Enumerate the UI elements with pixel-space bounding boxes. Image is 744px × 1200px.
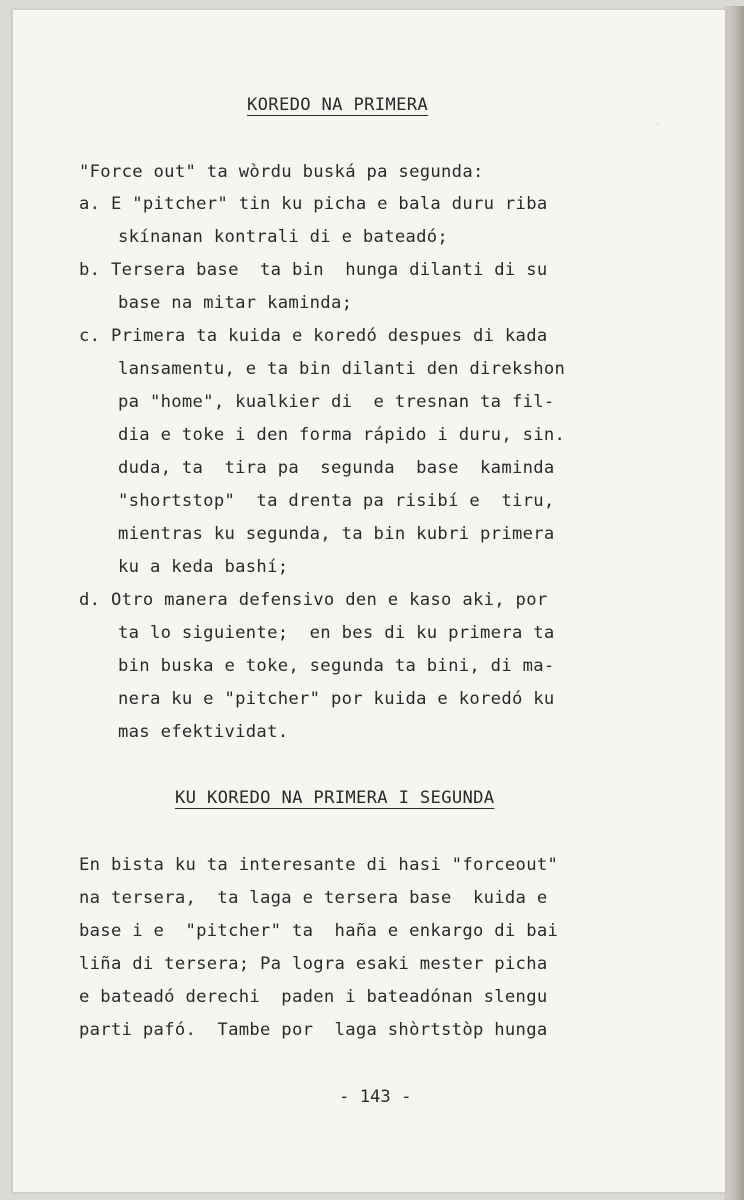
- bleed-through-mark: .: [653, 110, 664, 130]
- heading-2: KU KOREDO NA PRIMERA I SEGUNDA: [175, 788, 495, 808]
- text-line: parti pafó. Tambe por laga shòrtstòp hunga: [79, 1020, 548, 1040]
- text-line: "Force out" ta wòrdu buská pa segunda:: [79, 162, 484, 182]
- text-line: base i e "pitcher" ta haña e enkargo di bai: [79, 921, 559, 941]
- text-line: c. Primera ta kuida e koredó despues di kada: [79, 326, 548, 346]
- text-line: dia e toke i den forma rápido i duru, sin.: [118, 425, 566, 445]
- page-edge-shadow: [724, 6, 744, 1200]
- text-line: e bateadó derechi paden i bateadónan slengu: [79, 987, 548, 1007]
- page-number: - 143 -: [339, 1087, 412, 1107]
- text-line: base na mitar kaminda;: [118, 293, 353, 313]
- text-line: liña di tersera; Pa logra esaki mester picha: [79, 954, 548, 974]
- text-line: skínanan kontrali di e bateadó;: [118, 227, 449, 247]
- text-line: "shortstop" ta drenta pa risibí e tiru,: [118, 491, 555, 511]
- text-line: mas efektividat.: [118, 722, 289, 742]
- text-line: duda, ta tira pa segunda base kaminda: [118, 458, 555, 478]
- text-line: En bista ku ta interesante di hasi "forceout": [79, 855, 559, 875]
- text-line: d. Otro manera defensivo den e kaso aki, por: [79, 590, 548, 610]
- text-line: na tersera, ta laga e tersera base kuida e: [79, 888, 548, 908]
- text-line: a. E "pitcher" tin ku picha e bala duru riba: [79, 194, 548, 214]
- text-line: b. Tersera base ta bin hunga dilanti di su: [79, 260, 548, 280]
- text-line: ku a keda bashí;: [118, 557, 289, 577]
- heading-1: KOREDO NA PRIMERA: [247, 95, 429, 115]
- text-line: pa "home", kualkier di e tresnan ta fil-: [118, 392, 555, 412]
- text-line: bin buska e toke, segunda ta bini, di ma-: [118, 656, 555, 676]
- text-line: nera ku e "pitcher" por kuida e koredó ku: [118, 689, 555, 709]
- text-line: ta lo siguiente; en bes di ku primera ta: [118, 623, 555, 643]
- text-line: mientras ku segunda, ta bin kubri primera: [118, 524, 555, 544]
- document-page: [12, 10, 725, 1192]
- text-line: lansamentu, e ta bin dilanti den direkshon: [118, 359, 566, 379]
- page-text: [13, 10, 725, 1192]
